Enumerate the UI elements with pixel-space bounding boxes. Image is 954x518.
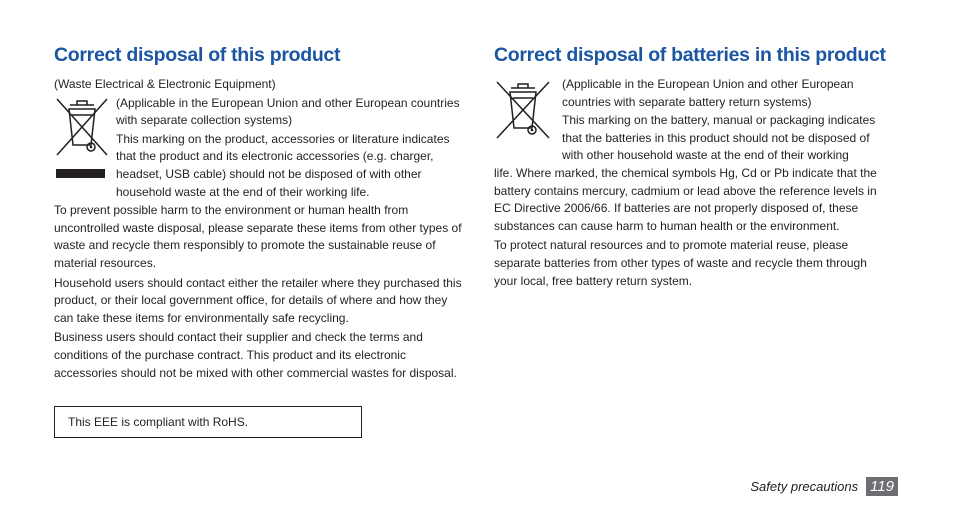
- rohs-box: [54, 406, 362, 438]
- footer-section-name: Safety precautions: [750, 478, 859, 494]
- weee-applicability: (Applicable in the European Union and other European countries with separate collection systems): [116, 95, 460, 128]
- battery-icon-row: [494, 76, 886, 165]
- battery-section: [494, 44, 886, 292]
- battery-icon-text: [562, 76, 886, 165]
- weee-icon-text: [116, 95, 462, 203]
- battery-title: Correct disposal of batteries in this product: [494, 44, 886, 66]
- page-footer: [750, 476, 898, 496]
- battery-applicability: (Applicable in the European Union and other European countries with separate battery return systems): [562, 77, 854, 109]
- battery-marking-text: This marking on the battery, manual or packaging indicates that the batteries in this product should not be disposed of with other household waste at the end of their working: [562, 113, 876, 163]
- battery-icon-wrap: [494, 76, 562, 142]
- weee-section: [54, 44, 462, 384]
- page-number: 119: [866, 477, 898, 496]
- weee-icon-wrap: [54, 95, 116, 178]
- battery-protect-resources: To protect natural resources and to promote material reuse, please separate batteries from other types of waste and recycle them through your local, free battery return system.: [494, 238, 867, 288]
- weee-title: Correct disposal of this product: [54, 44, 341, 66]
- crossed-out-wheelie-bin-icon: [54, 95, 110, 157]
- weee-prevent-harm: To prevent possible harm to the environment or human health from uncontrolled waste disposal, please separate these items from other types of waste and recycle them responsibly to promote the sustainable reuse of material resources.: [54, 203, 462, 270]
- crossed-out-wheelie-bin-icon: [494, 76, 552, 142]
- rohs-text: This EEE is compliant with RoHS.: [68, 415, 249, 429]
- battery-marking-text-continued: life. Where marked, the chemical symbols Hg, Cd or Pb indicate that the battery contains mercury, cadmium or lead above the reference levels in EC Directive 2006/66. If batteries are not properly disposed of, these substances can cause harm to human health or the environment.: [494, 165, 877, 233]
- weee-household-users: Household users should contact either the retailer where they purchased this product, or their local government office, for details of where and how they can take these items for environmentally safe recycling.: [54, 275, 462, 325]
- weee-black-bar: [56, 169, 105, 178]
- weee-icon-row: [54, 95, 462, 203]
- weee-subtitle: (Waste Electrical & Electronic Equipment): [54, 77, 276, 91]
- weee-business-users: Business users should contact their supplier and check the terms and conditions of the purchase contract. This product and its electronic accessories should not be mixed with other commercial wastes for disposal.: [54, 330, 457, 380]
- weee-marking-text: This marking on the product, accessories or literature indicates that the product and its electronic accessories (e.g. charger, headset, USB cable) should not be disposed of with other household waste at the end of their working life.: [116, 131, 450, 199]
